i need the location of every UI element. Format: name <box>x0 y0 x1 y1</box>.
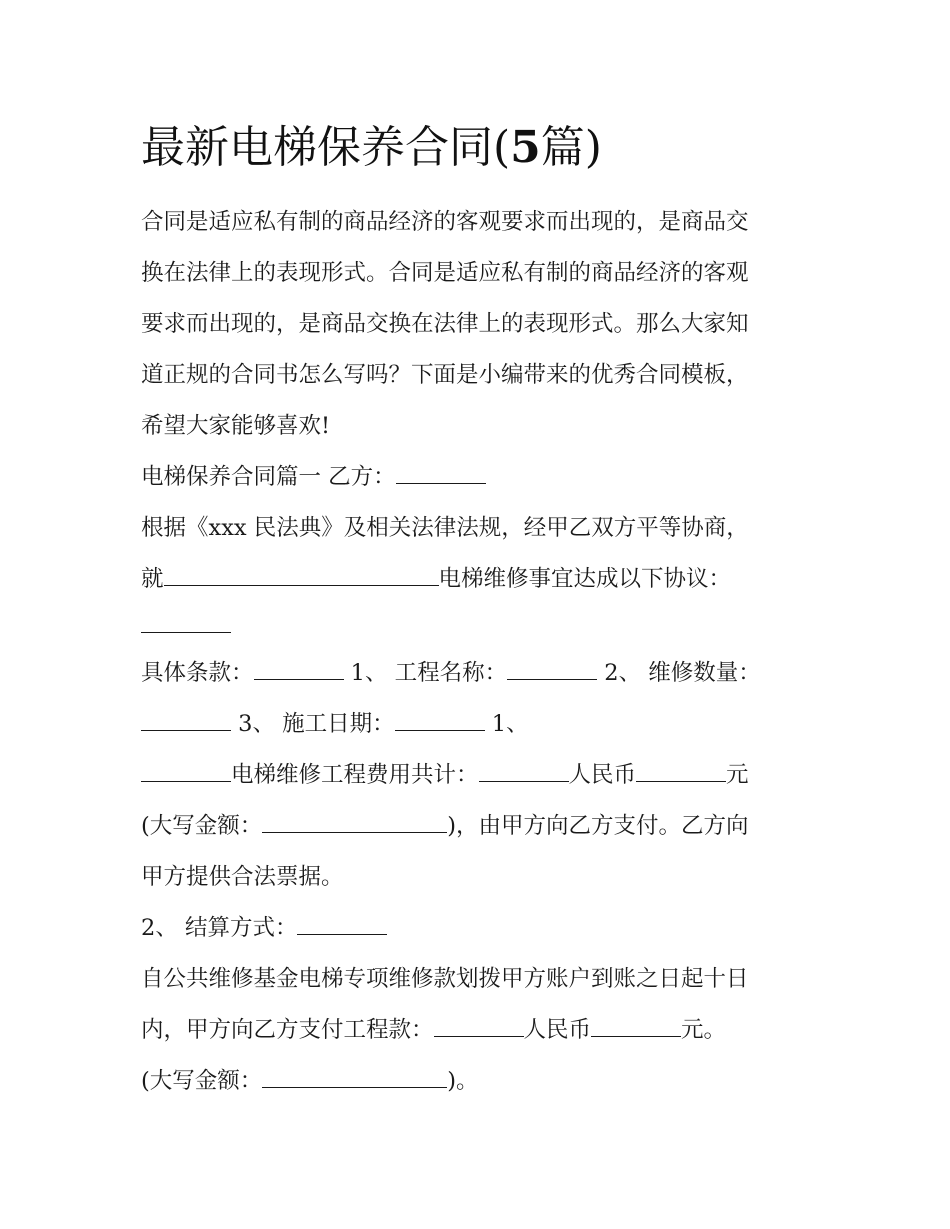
fee-line <box>141 759 749 791</box>
subject-blank[interactable] <box>164 565 439 586</box>
page-title <box>141 118 602 178</box>
title-main: 最新电梯保养合同( <box>141 122 511 173</box>
rmb-blank[interactable] <box>636 761 726 782</box>
basis-line: 根据《xxx 民法典》及相关法律法规，经甲乙双方平等协商， <box>141 515 749 541</box>
agreement-blank[interactable] <box>141 612 231 633</box>
settlement-line <box>141 912 387 944</box>
intro-line-3: 要求而出现的，是商品交换在法律上的表现形式。那么大家知 <box>141 311 749 337</box>
quantity-line <box>141 708 529 740</box>
party-b-blank[interactable] <box>396 463 486 484</box>
construction-date-label: 3、 施工日期： <box>231 711 395 737</box>
repair-quantity-blank[interactable] <box>141 710 231 731</box>
capital-suffix: )，由甲方向乙方支付。乙方向 <box>447 813 749 839</box>
capital-suffix-2: )。 <box>447 1068 479 1094</box>
capital-prefix-2: (大写金额： <box>141 1068 263 1094</box>
terms-label: 具体条款： <box>141 660 254 686</box>
terms-line <box>141 657 761 689</box>
on-prefix: 就 <box>141 566 164 592</box>
settlement-label: 2、 结算方式： <box>141 915 298 941</box>
intro-line-1: 合同是适应私有制的商品经济的客观要求而出现的，是商品交 <box>141 209 749 235</box>
fee-blank[interactable] <box>479 761 569 782</box>
agreement-blank-line <box>141 610 231 642</box>
title-tail: 篇) <box>540 122 602 173</box>
on-suffix: 电梯维修事宜达成以下协议： <box>438 566 732 592</box>
rmb-label-2: 人民币 <box>523 1017 592 1043</box>
yuan-label-2: 元。 <box>681 1017 727 1043</box>
item-1-label: 1、 <box>484 711 529 737</box>
invoice-line: 甲方提供合法票据。 <box>141 864 344 890</box>
section-heading <box>141 461 486 493</box>
settlement-text-2 <box>141 1014 726 1046</box>
capital-line <box>141 810 749 842</box>
settlement-blank[interactable] <box>297 914 387 935</box>
fee-prefix-blank[interactable] <box>141 761 231 782</box>
construction-date-blank[interactable] <box>395 710 485 731</box>
settlement-text-1: 自公共维修基金电梯专项维修款划拨甲方账户到账之日起十日 <box>141 966 749 992</box>
on-line <box>141 563 731 595</box>
project-name-blank[interactable] <box>507 659 597 680</box>
payment-blank[interactable] <box>434 1016 524 1037</box>
intro-line-4: 道正规的合同书怎么写吗？下面是小编带来的优秀合同模板， <box>141 362 749 388</box>
capital-line-2 <box>141 1065 479 1097</box>
capital-prefix: (大写金额： <box>141 813 263 839</box>
yuan-label: 元 <box>726 762 749 788</box>
capital-amount-blank[interactable] <box>262 812 447 833</box>
intro-line-2: 换在法律上的表现形式。合同是适应私有制的商品经济的客观 <box>141 260 749 286</box>
intro-line-5: 希望大家能够喜欢! <box>141 413 331 439</box>
capital-amount-blank-2[interactable] <box>262 1067 447 1088</box>
title-number: 5 <box>510 122 541 173</box>
project-name-label: 1、 工程名称： <box>343 660 508 686</box>
terms-blank[interactable] <box>254 659 344 680</box>
section-heading-text: 电梯保养合同篇一 乙方： <box>141 464 396 490</box>
repair-quantity-label: 2、 维修数量： <box>597 660 761 686</box>
payment-label: 内，甲方向乙方支付工程款： <box>141 1017 434 1043</box>
rmb-blank-2[interactable] <box>591 1016 681 1037</box>
rmb-label: 人民币 <box>568 762 637 788</box>
fee-label: 电梯维修工程费用共计： <box>231 762 479 788</box>
